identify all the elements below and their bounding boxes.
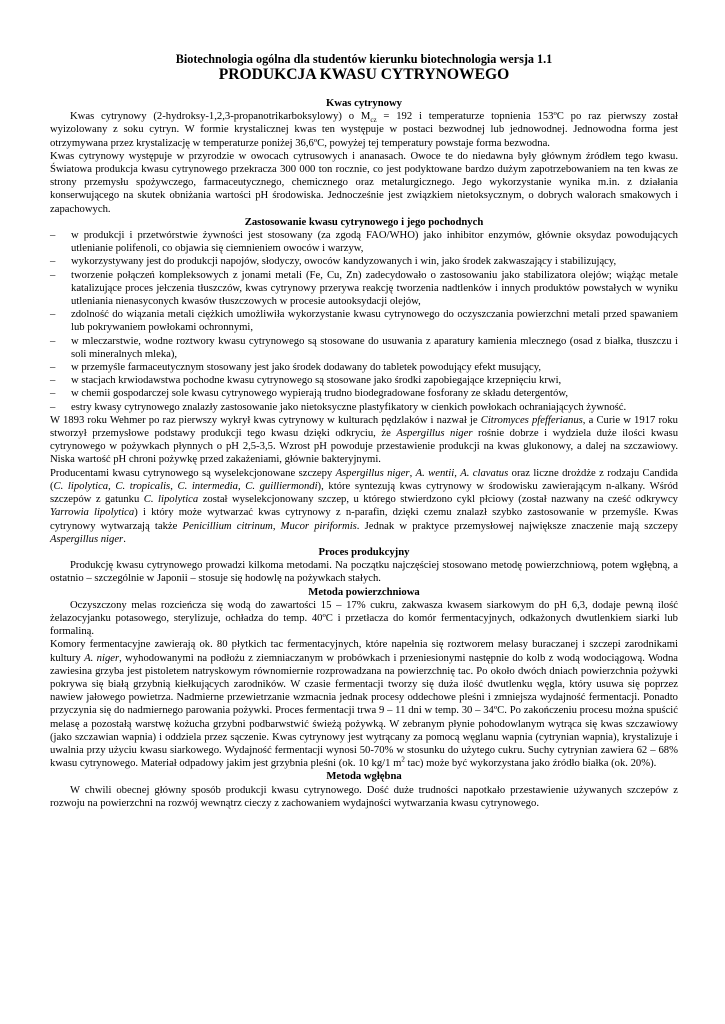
heading-proces-produkcyjny: Proces produkcyjny — [318, 546, 410, 558]
dash-bullet: – — [50, 256, 56, 268]
text-run: , — [170, 480, 178, 492]
text-run: = 192 i temperaturze topnienia 153ºC po raz pierwszy został wyizolowany z soku cytryn. W formie krystalicznej kwas ten występuje w postaci bezwodnej lub jednowodnej. Jednowodna forma jest otrzymywana przez krystalizację w temperaturze poniżej 36,6ºC, powyżej tej temperatury powstaje forma bezwodna. — [50, 111, 679, 149]
document-subtitle: Biotechnologia ogólna dla studentów kierunku biotechnologia wersja 1.1 — [175, 52, 553, 66]
text-run: , — [108, 480, 116, 492]
species-name: Penicillium citrinum — [182, 520, 273, 532]
list-item — [50, 387, 678, 400]
list-item-text: zdolność do wiązania metali ciężkich umożliwiła wykorzystanie kwasu cytrynowego do oczyszczania powierzchni metali przed spawaniem lub pokrywaniem powłokami ochronnymi, — [71, 309, 678, 334]
dash-bullet: – — [50, 230, 56, 242]
paragraph-surface-method: Oczyszczony melas rozcieńcza się wodą do zawartości 15 – 17% cukru, zakwasza kwasem siarkowym do pH 6,3, dodaje pewną ilość żelazocyjanku potasowego, sterylizuje, ochładza do temp. 40ºC i przetłacza do komór fermentacyjnych, odkażonych dwutlenkiem siarki lub formaliną. — [50, 599, 678, 638]
list-item-text: w mleczarstwie, wodne roztwory kwasu cytrynowego są stosowane do usuwania z aparatury kamienia mlecznego (osad z białka, tłuszczu i soli mineralnych mleka), — [71, 335, 678, 360]
paragraph-submerged-method: W chwili obecnej główny sposób produkcji kwasu cytrynowego. Dość duże trudności napotkało przestawienie używanych szczepów z rozwoju na powierzchni na rozwój wewnątrz cieczy z zachowaniem wydajności wytwarzania kwasu cytrynowego. — [50, 784, 678, 809]
text-run: , wyhodowanymi na podłożu z ziemniaczanym w probówkach i przeniesionymi następnie do kolb z wodą wodociągową. Wodna zawiesina grzyba jest pistoletem natryskowym równomiernie rozprowadzana na powierzchnię tac. Po około dwóch dniach powierzchnia pożywki pokrywa się białą grzybnią kiełkujących zarodników. W czasie fermentacji tworzy się duża ilość dwutlenku węgla, który usuwa się poprzez nawiew jałowego powietrza. Nadmierne przewietrzanie wzmacnia jednak procesy oddechowe pleśni i zmniejsza wydajność fermentacji. Ponadto przyczynia się do nadmiernego parowania pożywki. Proces fermentacji trwa 9 – 11 dni w temp. 30 – 34ºC. Po zakończeniu procesu można spuścić melasę a pozostałą warstwę kożucha grzybni podbarwstwić świeżą pożywką. W zebranym płynie pohodowlanym wytrąca się kwas szczawiowy (jako szczawian wapnia) i oddziela przez sączenie. Kwas cytrynowy jest wytrącany za pomocą węglanu wapnia (cytrynian wapnia), krystalizuje i uwalnia przy użyciu kwasu siarkowego. Wydajność fermentacji wynosi 50-70% w stosunku do użytego cukru. Suchy cytrynian zawiera 62 – 68% kwasu cytrynowego. Materiał odpadowy jakim jest grzybnia pleśni (ok. 10 kg/1 m — [50, 652, 678, 770]
paragraph-process: Produkcję kwasu cytrynowego prowadzi kilkoma metodami. Na początku najczęściej stosowano metodę powierzchniową, potem wgłębną, a ostatnio – szczególnie w Japonii – stosuje się hodowlę na pożywkach stałych. — [50, 560, 678, 585]
text-run: ), które syntezują kwas cytrynowy w środowisku zawierającym n-alkany. Wśród szczepów z gatunku — [50, 480, 678, 506]
list-item — [50, 374, 678, 387]
heading-metoda-powierzchniowa: Metoda powierzchniowa — [308, 586, 420, 598]
dash-bullet: – — [50, 401, 56, 413]
dash-bullet: – — [50, 362, 56, 374]
text-run: W 1893 roku Wehmer po raz pierwszy wykrył kwas cytrynowy w kulturach pędzlaków i nazwał je — [50, 414, 481, 426]
dash-bullet: – — [50, 309, 56, 321]
species-name: Citromyces pfefferianus — [480, 414, 583, 426]
text-run: tac) może być wykorzystana jako źródło białka (ok. 20%). — [404, 758, 657, 770]
list-item — [50, 308, 678, 334]
text-run: , — [272, 520, 281, 532]
species-name: Mucor piriformis — [280, 520, 357, 532]
species-name: A. niger — [84, 652, 120, 664]
text-run: , — [454, 467, 461, 479]
list-item — [50, 361, 678, 374]
list-item — [50, 401, 678, 414]
text-run: oraz liczne drożdże z rodzaju Candida ( — [50, 467, 679, 492]
species-name: Aspergillus niger — [335, 467, 410, 479]
applications-list — [50, 229, 678, 414]
list-item-text: wykorzystywany jest do produkcji napojów, słodyczy, owoców kandyzowanych i win, jako środek zakwaszający i stabilizujący, — [71, 256, 617, 268]
subscript-text: cz — [370, 116, 377, 125]
list-item-text: w przemyśle farmaceutycznym stosowany jest jako środek dodawany do tabletek powodujący efekt musujący, — [71, 362, 542, 374]
paragraph-fermentation-chambers — [50, 638, 678, 770]
heading-metoda-wglebna: Metoda wgłębna — [326, 771, 402, 783]
list-item — [50, 335, 678, 361]
text-run: , — [409, 467, 416, 479]
text-run: został wyselekcjonowany szczep, u którego stwierdzono cykl płciowy (został nazwany na cześć odkrywcy — [198, 494, 678, 506]
species-name: C. tropicalis — [115, 480, 171, 492]
species-name: Aspergillus niger — [50, 533, 124, 545]
heading-zastosowanie: Zastosowanie kwasu cytrynowego i jego pochodnych — [244, 216, 484, 228]
text-run: Komory fermentacyjne zawierają ok. 80 płytkich tac fermentacyjnych, które napełnia się roztworem melasy buraczanej i szczepi zarodnikami kultury — [50, 639, 678, 664]
dash-bullet: – — [50, 388, 56, 400]
dash-bullet: – — [50, 375, 56, 387]
species-name: C. guilliermondi — [245, 480, 318, 492]
species-name: C. lipolytica — [143, 494, 199, 506]
list-item-text: estry kwasy cytrynowego znalazły zastosowanie jako nietoksyczne plastyfikatory w cienkich powłokach ochraniających żywność. — [71, 401, 627, 413]
species-name: C. lipolytica — [53, 480, 109, 492]
superscript-text: 2 — [401, 755, 405, 764]
text-run: rośnie dobrze i wydziela duże ilości kwasu cytrynowego w pożywkach płynnych o pH 2,5-3,5. Wzrost pH powoduje przestawienie produkcji na kwas glukonowy, a dalej na szczawiowy. Niska wartość pH chroni pożywkę przed zakażeniami, głównie bakteryjnymi. — [50, 428, 679, 466]
species-name: Yarrowia lipolytica — [50, 507, 135, 519]
paragraph-producers — [50, 467, 678, 546]
text-run: . Jednak w praktyce przemysłowej największe znaczenie mają szczepy — [356, 520, 678, 532]
text-run: , — [237, 480, 246, 492]
document-page — [50, 52, 678, 810]
text-run: . — [123, 533, 126, 545]
heading-kwas-cytrynowy: Kwas cytrynowy — [326, 98, 402, 109]
text-run: ) i który może wytwarzać kwas cytrynowy z n-parafin, dzięki czemu znalazł szybko zastosowanie w przemyśle. Kwas cytrynowy wytwarzają także — [50, 507, 678, 532]
text-run: Producentami kwasu cytrynowego są wyselekcjonowane szczepy — [50, 467, 336, 479]
text-run: , a Curie w 1917 roku stworzył przemysłowe podstawy produkcji tego kwasu dzięki odkryciu, że — [50, 414, 678, 440]
species-name: Aspergillus niger — [396, 428, 473, 440]
text-run: Kwas cytrynowy (2-hydroksy-1,2,3-propanotrikarboksylowy) o M — [70, 111, 371, 123]
document-title: PRODUKCJA KWASU CYTRYNOWEGO — [218, 66, 510, 83]
paragraph-occurrence: Kwas cytrynowy występuje w przyrodzie w owocach cytrusowych i ananasach. Owoce te do niedawna były głównym źródłem tego kwasu. Światowa produkcja kwasu cytrynowego przekracza 300 000 ton rocznie, co jest podyktowane bardzo dużym zapotrzebowaniem na ten kwas ze strony przemysłu spożywczego, farmaceutycznego, chemicznego oraz metalurgicznego. Jego wykorzystanie wynika m.in. z działania konserwującego na skutek obniżania wartości pH środowiska. Jednocześnie jest związkiem nietoksycznym, o dobrych walorach smakowych i zapachowych. — [50, 150, 678, 215]
list-item-text: w stacjach krwiodawstwa pochodne kwasu cytrynowego są stosowane jako środki zapobiegające krzepnięciu krwi, — [71, 375, 562, 387]
dash-bullet: – — [50, 335, 56, 347]
list-item-text: tworzenie połączeń kompleksowych z jonami metali (Fe, Cu, Zn) zadecydowało o zastosowaniu jako stabilizatora olejów; wiążąc metale katalizujące proces jełczenia tłuszczów, kwas cytrynowy przerywa reakcję tworzenia nadtlenków i innych produktów powstałych w wyniku utleniania nienasyconych kwasów tłuszczowych w procesie autooksydacji olejów, — [71, 269, 678, 308]
paragraph-intro — [50, 110, 678, 150]
dash-bullet: – — [50, 269, 56, 281]
species-name: C. intermedia — [177, 480, 238, 492]
species-name: A. wentii — [415, 467, 455, 479]
list-item — [50, 269, 678, 309]
list-item-text: w produkcji i przetwórstwie żywności jest stosowany (za zgodą FAO/WHO) jako inhibitor enzymów, głównie oksydaz powodujących utlenianie polifenoli, co objawia się ciemnieniem owoców i warzyw, — [71, 230, 678, 255]
species-name: A. clavatus — [460, 467, 509, 479]
list-item — [50, 229, 678, 255]
list-item — [50, 255, 678, 268]
paragraph-history — [50, 414, 678, 467]
list-item-text: w chemii gospodarczej sole kwasu cytrynowego wypierają trudno biodegradowane fosforany ze składu detergentów, — [71, 388, 568, 400]
